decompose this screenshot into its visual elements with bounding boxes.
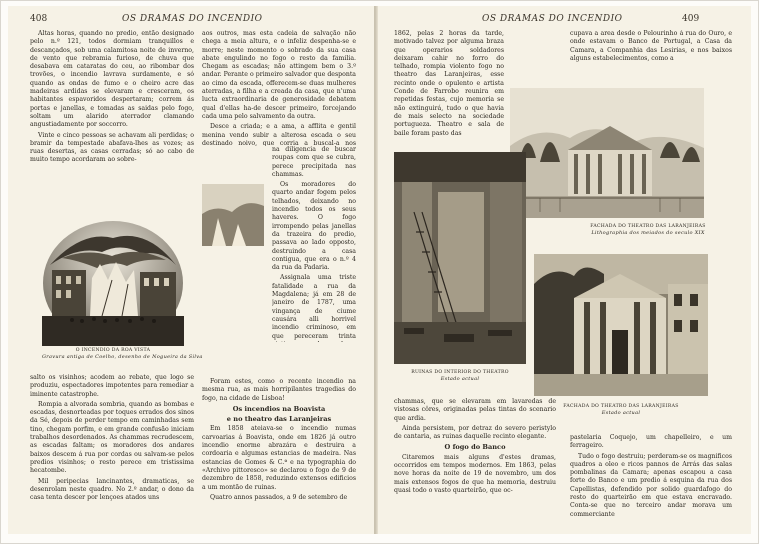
paragraph: chammas, que se elevaram em lavaredas de vistosas côres, originadas pelas tintas do scenario que ardia.	[394, 398, 556, 422]
paragraph: 1862, pelas 2 horas da tarde, motivado talvez por alguma braza que operarios soldadores deixaram cahir no forro do telhado, rompia violento fogo no theatro das Laranjeiras, esse recinto onde o opulento e artista Conde de Farrobo reunira em repetidas festas, cujo memoria se não extinguirá, tudo o que havia de mais selecto na sociedade portugueza. Theatro e sala de baile foram pasto das	[394, 30, 504, 137]
left-col2-narrow-text	[272, 146, 356, 342]
photo2-caption	[394, 370, 526, 382]
photo-theatre-ruins-interior	[394, 152, 526, 364]
section-heading-line2: e no theatro das Laranjeiras	[226, 415, 332, 424]
night-fire-illustration	[202, 184, 264, 246]
caption-credit: Estado actual	[601, 410, 641, 416]
paragraph: aos outros, mas esta cadeia de salvação não chega a meia altura, e o infeliz despenha-se e morre; neste momento o sobrado da sua casa abate engulindo no fogo o resto da familia. Chegam as escadas; não attingem bem o 3.º andar. Perante o primeiro salvador que desponta ao cimo da escada, offerecem-se duas mulheres aterradas, a filha e a creada da casa, que n'uma lucta extraordinaria de generosidade debatem qual d'ellas ha-de descer primeiro, forcejando cada uma pelo salvamento da outra.	[202, 30, 356, 120]
paragraph: Quatro annos passados, a 9 de setembro de	[210, 493, 348, 501]
running-header: OS DRAMAS DO INCENDIO	[122, 14, 263, 24]
paragraph: Altas horas, quando no predio, então designado pelo n.º 121, todos dormiam tranquillos e descançados, sob uma calamitosa noite de inverno, de vento que rebramia furioso, de chuva que desabava em cataratas do ceu, ao ribombar dos trovões, o incendio lavrava surdamente, e só quando as ondas de fumo e o cheiro acre das madeiras ardidas se elevaram e cresceram, os habitantes espavoridos despertaram; correm ás portas e janellas, e tomadas as saidas pelo fogo, soltam um alarido aterrador clamando angustiadamente por soccorro.	[30, 30, 194, 129]
left-col1-top-text	[30, 30, 194, 176]
caption-title: O INCENDIO DA ROA VISTA	[75, 348, 151, 353]
photo3-caption	[534, 404, 708, 416]
photo-theatre-facade-current	[534, 254, 708, 396]
paragraph: Ainda persistem, por detraz do severo peristylo de cantaria, as ruinas daquelle recinto elegante.	[394, 424, 556, 441]
paragraph: Citaremos mais alguns d'estes dramas, occorridos em tempos modernos. Em 1863, pelas nove horas da noite de 19 de novembro, um dos mais extensos fogos de que ha memoria, destruiu quasi todo o vasto quarteirão, que oc-	[394, 453, 556, 494]
right-col2-top-text	[570, 30, 732, 82]
running-header: OS DRAMAS DO INCENDIO	[482, 14, 623, 24]
paragraph: Foram estes, como o recente incendio na mesma rua, as mais horripilantes tragedias do fogo, na cidade de Lisboa!	[202, 378, 356, 402]
photo1-caption	[578, 224, 718, 236]
engraving-incendio-boavista	[42, 220, 184, 346]
caption-title: FACHADA DO THEATRO DAS LARANJEIRAS	[590, 224, 706, 229]
engraving-caption	[42, 348, 203, 360]
caption-title: RUINAS DO INTERIOR DO THEATRO	[411, 370, 509, 375]
paragraph: Desce a criada; e a ama, a afflita e gentil menina vendo subir a alterosa escada o seu destinado noivo, que corria a buscal-a nos	[202, 123, 356, 146]
paragraph: Vinte e cinco pessoas se achavam ali perdidas; o bramir da tempestade abafava-lhes as vozes; as ruas desertas, as casas cerradas; só ao cabo de muito tempo acordaram ao sobre-	[30, 131, 194, 164]
right-page	[378, 6, 751, 534]
right-col1-bottom-text	[394, 398, 556, 528]
section-heading: Os incendios na Boavista	[232, 404, 326, 413]
caption-title: FACHADA DO THEATRO DAS LARANJEIRAS	[563, 404, 679, 409]
paragraph: na diligencia de buscar roupas com que se cubra, perece precipitada nas chammas.	[272, 146, 356, 178]
paragraph: Mil peripecias lancinantes, dramaticas, se desenrolam neste quadro. No 2.º andar, o dono da casa tenta descer por lençoes atados uns	[30, 477, 194, 502]
paragraph: Rompia a alvorada sombria, quando as bombas e escadas, desnorteadas por toques errados dos sinos da Sé, depois de perder tempo em caminhadas sem tino, chegam porfim, e em grande confusão iniciam trabalhos desordenados. As chammas recrudescem, as escadas faltam; os moradores dos andares baixos descem á rua por cordas ou salvam-se pelos predios visinhos; o resto perece em tristissima hecatombe.	[30, 400, 194, 475]
paragraph: pastelaria Coquejo, um chapelleiro, e um ferrageiro.	[570, 434, 732, 450]
left-col2-bottom-text	[202, 378, 356, 528]
left-page	[8, 6, 375, 534]
paragraph: Os moradores do quarto andar fogem pelos telhados, deixando no incendio todos os seus haveres. O fogo irrompendo pelas janellas da trazeira do predio, passava ao lado opposto, destruindo a casa contigua, que era o n.º 4 da rua da Padaria.	[272, 181, 356, 272]
caption-credit: Lithographia dos meiados do seculo XIX	[591, 230, 705, 236]
caption-credit: Estado actual	[440, 376, 480, 382]
paragraph: Tudo o fogo destruiu; perderam-se os magnificos quadros a oleo e ricos pannos de Arrás das salas pombalinas da Camara; apenas escapou a casa forte do Banco e um predio á esquina da rua dos Capellistas, defendido por solido guardafogo do resto do quarteirão em que estava encravado. Conta-se que no terceiro andar morava um commerciante	[570, 452, 732, 518]
left-col2-top-text	[202, 30, 356, 146]
paragraph: Em 1858 ateiava-se o incendio numas carvoarias á Boavista, onde em 1826 já outro incendio enorme abrazára e destruira a cordoaria e algumas estancias de madeira. Nas estancias de Gomes & C.ª e na typographia do «Archivo pittoresco» se declarou o fogo de 9 de dezembro de 1858, reduzindo extensos edificios a um montão de ruinas.	[202, 425, 356, 491]
page-number: 409	[682, 14, 700, 24]
right-col2-bottom-text	[570, 434, 732, 528]
paragraph: Assignala uma triste fatalidade a rua da Magdalena; já em 28 de janeiro de 1787, uma vingança de ciume causára alli horrivel incendio criminoso, em que pereceram trinta	[272, 274, 356, 340]
section-heading: O fogo do Banco	[444, 443, 506, 452]
caption-credit: Gravura antiga de Coelho, desenho de Nogueira da Silva	[42, 354, 203, 360]
left-col1-bottom-text	[30, 374, 194, 526]
paragraph: salto os visinhos; acodem ao rebate, que logo se produziu, espectadores impotentes para remediar a iminente catastrophe.	[30, 374, 194, 398]
paragraph: cupava a area desde o Pelourinho á rua do Ouro, e onde estavam o Banco de Portugal, a Casa da Camara, a Companhia das Lesirias, e nos baixos alguns estabelecimentos, como a	[570, 30, 732, 62]
right-col1-top-text	[394, 30, 504, 152]
page-number: 408	[30, 14, 48, 24]
lithograph-theatre-facade	[510, 88, 704, 218]
